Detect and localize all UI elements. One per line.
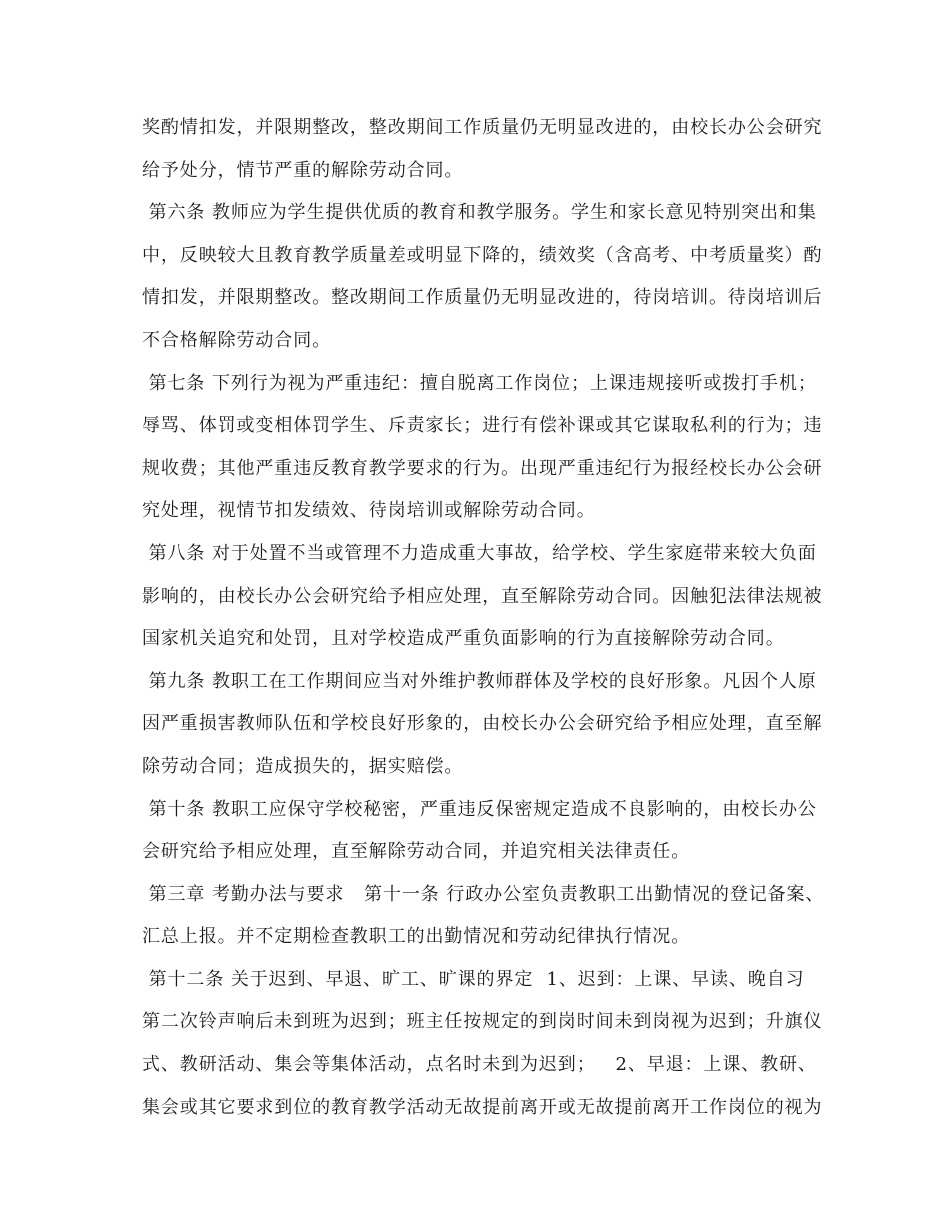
text-line: 给予处分，情节严重的解除劳动合同。 (142, 159, 464, 181)
text-line: 影响的，由校长办公会研究给予相应处理，直至解除劳动合同。因触犯法律法规被 (142, 585, 823, 607)
text-line: 情扣发，并限期整改。整改期间工作质量仍无明显改进的，待岗培训。待岗培训后 (142, 287, 823, 309)
text-line: 第十二条 关于迟到、早退、旷工、旷课的界定 1、迟到：上课、早读、晚自习 (142, 968, 805, 990)
text-line: 究处理，视情节扣发绩效、待岗培训或解除劳动合同。 (142, 500, 596, 522)
text-line: 第九条 教职工在工作期间应当对外维护教师群体及学校的良好形象。凡因个人原 (142, 670, 817, 692)
text-line: 汇总上报。并不定期检查教职工的出勤情况和劳动纪律执行情况。 (142, 926, 691, 948)
text-line: 集会或其它要求到位的教育教学活动无故提前离开或无故提前离开工作岗位的视为 (142, 1096, 823, 1118)
document-body (142, 107, 825, 1129)
text-line: 国家机关追究和处罚，且对学校造成严重负面影响的行为直接解除劳动合同。 (142, 628, 785, 650)
text-line: 辱骂、体罚或变相体罚学生、斥责家长；进行有偿补课或其它谋取私利的行为；违 (142, 415, 823, 437)
text-line: 除劳动合同；造成损失的，据实赔偿。 (142, 755, 464, 777)
text-line: 规收费；其他严重违反教育教学要求的行为。出现严重违纪行为报经校长办公会研 (142, 457, 823, 479)
text-line: 中，反映较大且教育教学质量差或明显下降的，绩效奖（含高考、中考质量奖）酌 (142, 244, 823, 266)
text-line: 会研究给予相应处理，直至解除劳动合同，并追究相关法律责任。 (142, 841, 691, 863)
text-line: 不合格解除劳动合同。 (142, 329, 331, 351)
text-line: 第六条 教师应为学生提供优质的教育和教学服务。学生和家长意见特别突出和集 (142, 202, 817, 224)
text-line: 第二次铃声响后未到班为迟到；班主任按规定的到岗时间未到岗视为迟到；升旗仪 (142, 1011, 823, 1033)
text-line: 第三章 考勤办法与要求 第十一条 行政办公室负责教职工出勤情况的登记备案、 (142, 883, 825, 905)
text-line: 第八条 对于处置不当或管理不力造成重大事故，给学校、学生家庭带来较大负面 (142, 542, 817, 564)
text-line: 式、教研活动、集会等集体活动，点名时未到为迟到； 2、早退：上课、教研、 (142, 1054, 817, 1076)
text-line: 奖酌情扣发，并限期整改，整改期间工作质量仍无明显改进的，由校长办公会研究 (142, 117, 823, 138)
text-line: 第十条 教职工应保守学校秘密，严重违反保密规定造成不良影响的，由校长办公 (142, 798, 817, 820)
text-line: 第七条 下列行为视为严重违纪：擅自脱离工作岗位；上课违规接听或拨打手机； (142, 372, 817, 394)
text-line: 因严重损害教师队伍和学校良好形象的，由校长办公会研究给予相应处理，直至解 (142, 713, 823, 735)
